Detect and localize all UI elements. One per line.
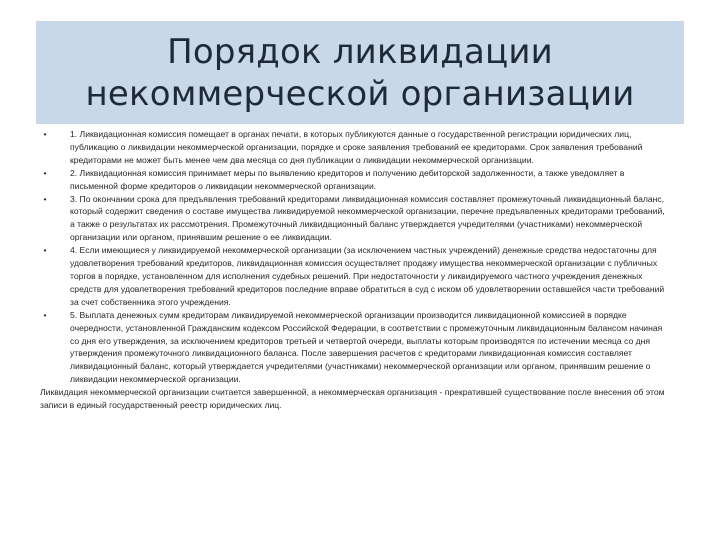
slide-title-line-1: Порядок ликвидации [167, 31, 553, 72]
list-item-4 [40, 244, 670, 309]
bullet-icon: • [43, 167, 47, 178]
list-item-2 [40, 167, 670, 193]
slide-body [40, 128, 670, 412]
list-item-text: 3. По окончании срока для предъявления требований кредиторами ликвидационная комиссия составляет промежуточный ликвидационный баланс, который содержит сведения о составе имущества ликвидируемой некоммерческой организации, перечне предъявленных кредиторами требований, а также о результатах их рассмотрения. Промежуточный ликвидационный баланс утверждается учредителями (участниками) некоммерческой организации или органом, принявшим решение о ее ликвидации. [70, 193, 665, 243]
list-item-1 [40, 128, 670, 167]
bullet-icon: • [43, 245, 47, 256]
slide-title-line-2: некоммерческой организации [85, 73, 635, 114]
list-item-3 [40, 193, 670, 245]
conclusion-text: Ликвидация некоммерческой организации считается завершенной, а некоммерческая организация - прекратившей существование после внесения об этом записи в единый государственный реестр юридических лиц. [40, 387, 665, 411]
list-item-text: 5. Выплата денежных сумм кредиторам ликвидируемой некоммерческой организации производится ликвидационной комиссией в порядке очередности, установленной Гражданским кодексом Российской Федерации, в соответствии с промежуточным ликвидационным балансом начиная со дня его утверждения, за исключением кредиторов третьей и четвертой очереди, выплаты которым производятся по истечении месяца со дня утверждения промежуточного ликвидационного баланса. После завершения расчетов с кредиторами ликвидационная комиссия составляет ликвидационный баланс, который утверждается учредителями (участниками) некоммерческой организации или органом, принявшим решение о ликвидации некоммерческой организации. [70, 309, 663, 385]
title-banner [36, 21, 684, 124]
list-item-text: 4. Если имеющиеся у ликвидируемой некоммерческой организации (за исключением частных учреждений) денежные средства недостаточны для удовлетворения требований кредиторов, ликвидационная комиссия осуществляет продажу имущества некоммерческой организации с публичных торгов в порядке, установленном для исполнения судебных решений. При недостаточности у ликвидируемого частного учреждения денежных средств для удовлетворения требований кредиторов последние вправе обратиться в суд с иском об удовлетворении оставшейся части требований за счет собственника этого учреждения. [70, 245, 665, 307]
bullet-icon: • [43, 129, 47, 139]
bullet-icon: • [43, 193, 47, 204]
bullet-icon: • [43, 309, 47, 320]
list-item-text: 2. Ликвидационная комиссия принимает меры по выявлению кредиторов и получению дебиторской задолженности, а также уведомляет в письменной форме кредиторов о ликвидации некоммерческой организации. [70, 167, 625, 191]
list-item-text: 1. Ликвидационная комиссия помещает в органах печати, в которых публикуются данные о государственной регистрации юридических лиц, публикацию о ликвидации некоммерческой организации, порядке и сроке заявления требований ее кредиторами. Срок заявления требований кредиторами не может быть менее чем два месяца со дня публикации о ликвидации некоммерческой организации. [70, 129, 643, 165]
list-item-5 [40, 309, 670, 386]
